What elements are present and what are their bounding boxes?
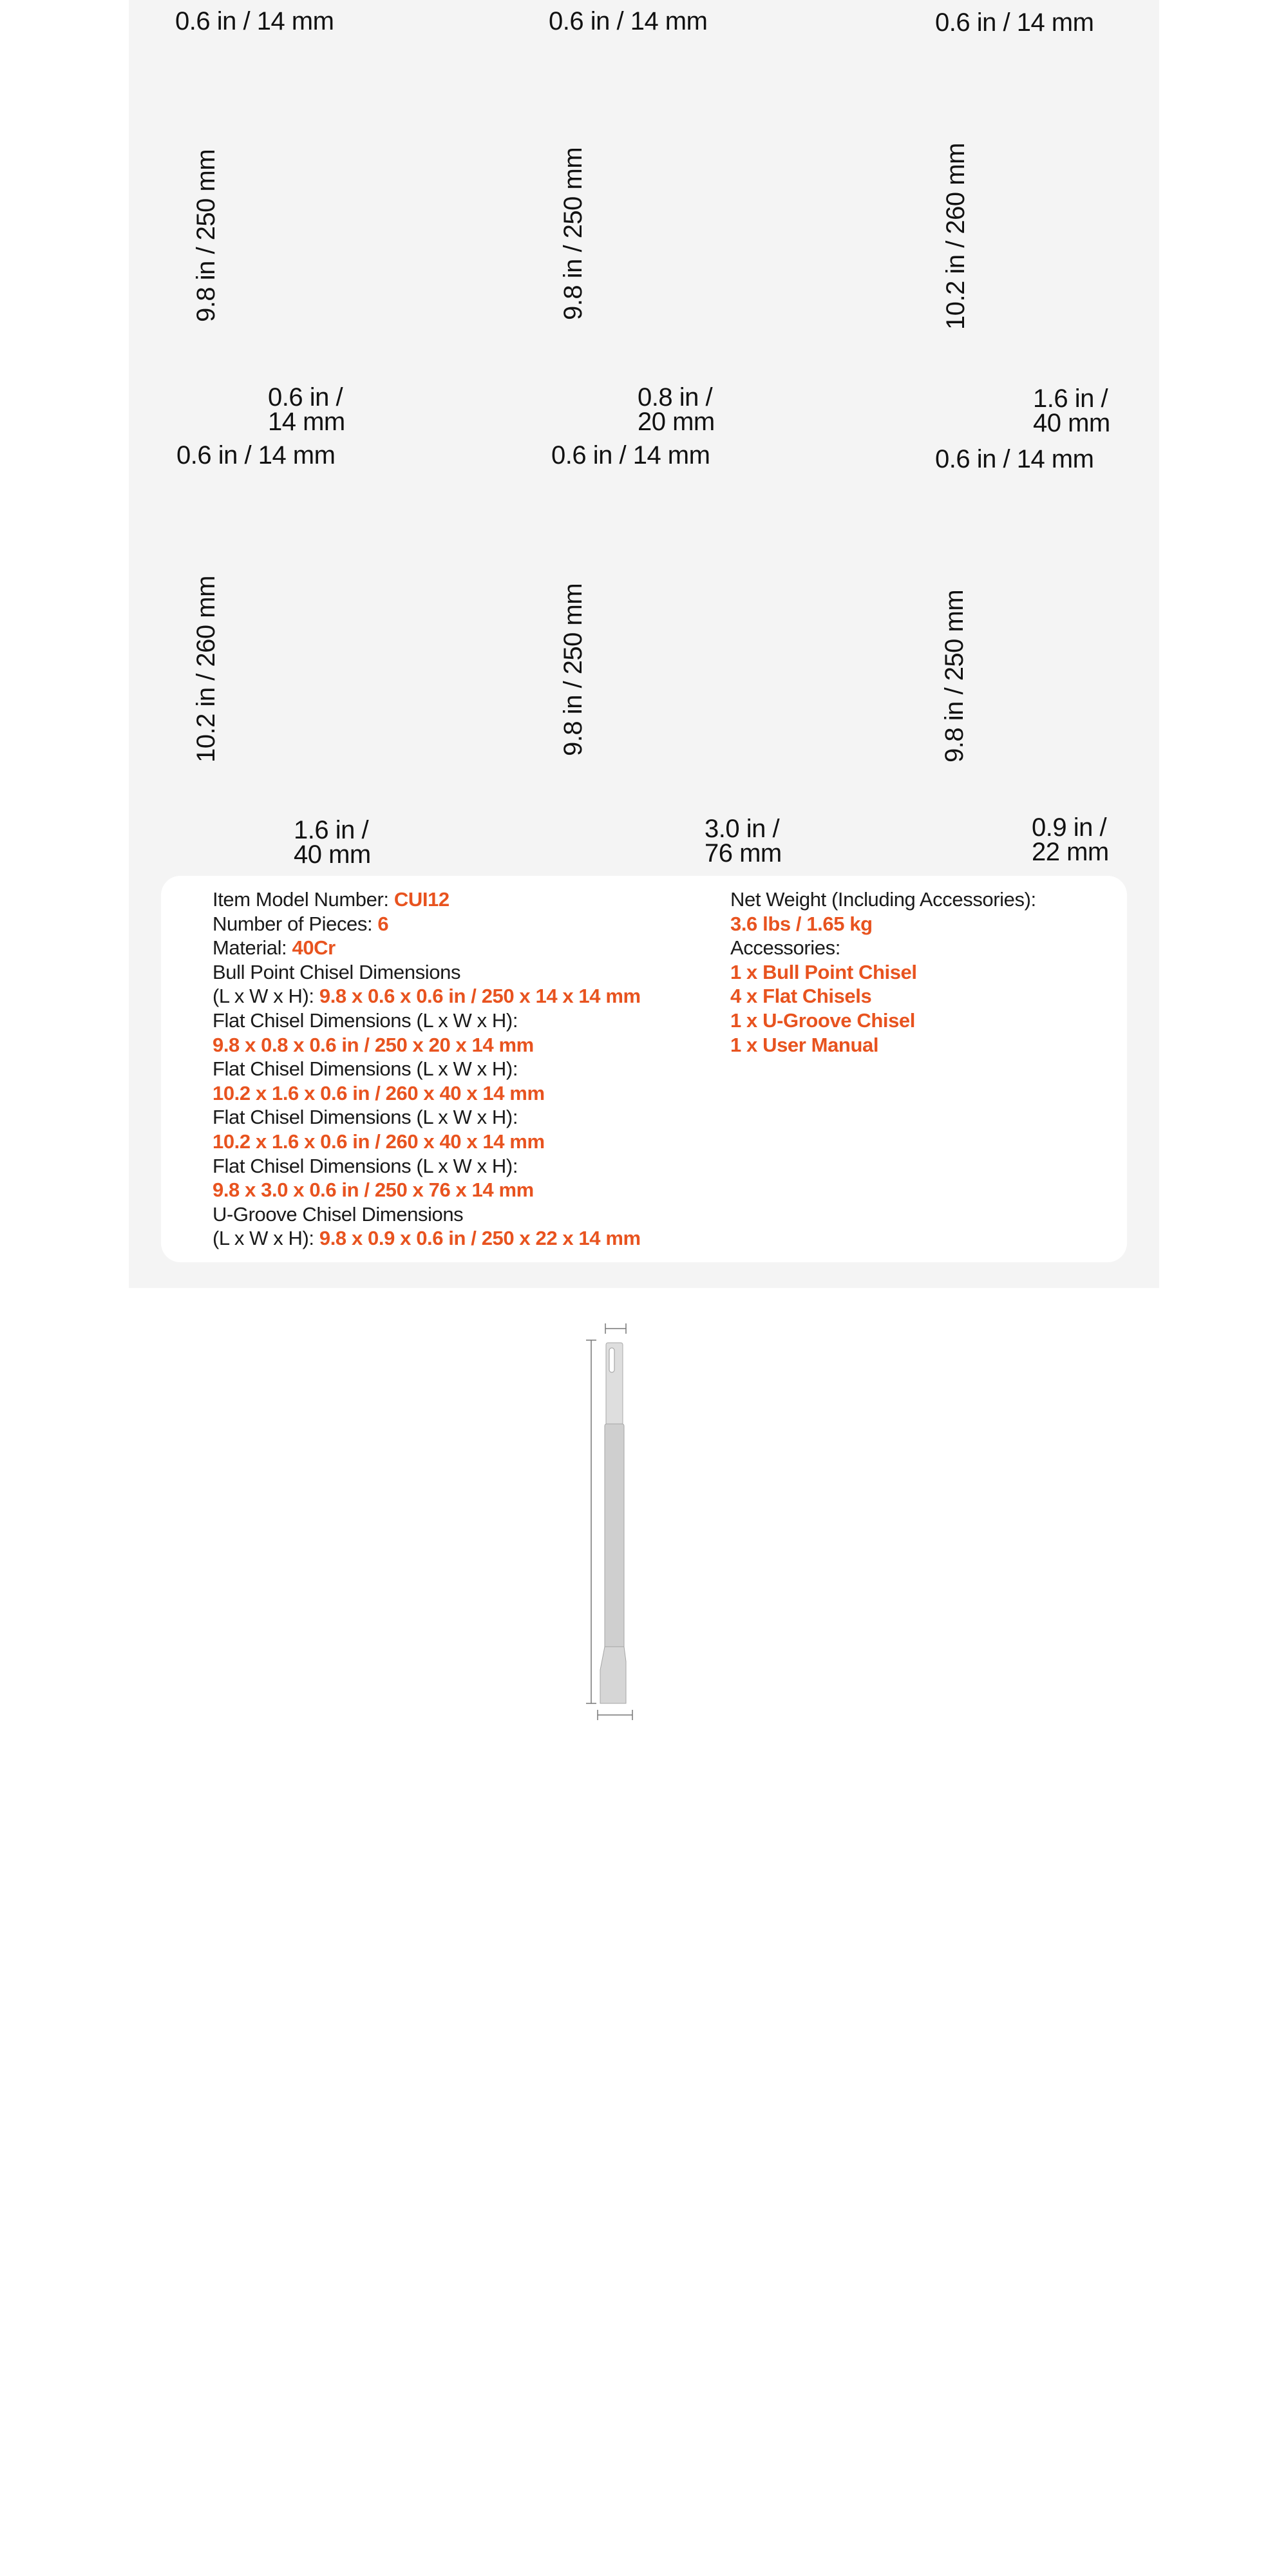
shank-width-label: 0.6 in / 14 mm xyxy=(551,441,710,469)
flat-chisel-4-dimensions-label: Flat Chisel Dimensions (L x W x H): xyxy=(213,1154,518,1177)
tip-width-line2: 14 mm xyxy=(268,408,345,436)
flat-chisel-2-dimensions-value: 10.2 x 1.6 x 0.6 in / 260 x 40 x 14 mm xyxy=(213,1081,545,1104)
tip-width-line2: 40 mm xyxy=(294,840,371,869)
pieces-value: 6 xyxy=(377,912,389,935)
pieces-row xyxy=(213,912,641,936)
net-weight-value: 3.6 lbs / 1.65 kg xyxy=(730,912,873,935)
shank-width-label: 0.6 in / 14 mm xyxy=(175,7,334,35)
length-label: 9.8 in / 250 mm xyxy=(559,147,587,320)
tip-width-line2: 76 mm xyxy=(705,839,782,867)
tip-width-line1: 1.6 in / xyxy=(294,816,369,844)
shank-width-label: 0.6 in / 14 mm xyxy=(935,8,1094,37)
length-label: 9.8 in / 250 mm xyxy=(559,583,587,756)
net-weight-label: Net Weight (Including Accessories): xyxy=(730,888,1036,911)
flat-chisel-2-dimensions-label: Flat Chisel Dimensions (L x W x H): xyxy=(213,1057,518,1081)
tip-width-line2: 40 mm xyxy=(1033,409,1110,437)
shank-width-label: 0.6 in / 14 mm xyxy=(935,445,1094,473)
flat-chisel-3-dimensions-label: Flat Chisel Dimensions (L x W x H): xyxy=(213,1106,518,1129)
bull-point-dimensions-row xyxy=(213,984,641,1009)
tip-width-line1: 0.6 in / xyxy=(268,383,343,412)
bull-point-dimensions-value: 9.8 x 0.6 x 0.6 in / 250 x 14 x 14 mm xyxy=(319,985,641,1008)
model-number-row xyxy=(213,887,641,912)
tip-width-line1: 3.0 in / xyxy=(705,815,780,843)
flat-chisel-4-dimensions-value: 9.8 x 3.0 x 0.6 in / 250 x 76 x 14 mm xyxy=(213,1179,534,1202)
model-number-label: Item Model Number: xyxy=(213,888,394,911)
u-groove-dimensions-value: 9.8 x 0.9 x 0.6 in / 250 x 22 x 14 mm xyxy=(319,1227,641,1250)
length-label: 10.2 in / 260 mm xyxy=(942,143,970,330)
flat-chisel-20-illustration xyxy=(0,1291,1288,2576)
bull-point-dimensions-label: Bull Point Chisel Dimensions xyxy=(213,960,461,983)
accessory-item: 1 x U-Groove Chisel xyxy=(730,1009,915,1032)
accessory-item: 4 x Flat Chisels xyxy=(730,985,872,1008)
material-value: 40Cr xyxy=(292,936,336,960)
lwh-label: (L x W x H): xyxy=(213,985,319,1008)
material-label: Material: xyxy=(213,936,292,960)
tip-width-line1: 1.6 in / xyxy=(1033,384,1108,413)
accessory-item: 1 x User Manual xyxy=(730,1033,879,1056)
accessory-item: 1 x Bull Point Chisel xyxy=(730,960,917,983)
model-number-value: CUI12 xyxy=(393,888,450,911)
shank-width-label: 0.6 in / 14 mm xyxy=(176,441,336,469)
tip-width-line2: 22 mm xyxy=(1032,838,1109,866)
tip-width-line2: 20 mm xyxy=(638,408,715,436)
length-label: 10.2 in / 260 mm xyxy=(192,576,220,762)
flat-chisel-3-dimensions-value: 10.2 x 1.6 x 0.6 in / 260 x 40 x 14 mm xyxy=(213,1130,545,1153)
pieces-label: Number of Pieces: xyxy=(213,912,378,935)
u-groove-dimensions-row xyxy=(213,1226,641,1251)
flat-chisel-1-dimensions-value: 9.8 x 0.8 x 0.6 in / 250 x 20 x 14 mm xyxy=(213,1033,534,1056)
tip-width-line1: 0.9 in / xyxy=(1032,813,1107,842)
tip-width-line1: 0.8 in / xyxy=(638,383,713,412)
specifications-right-column xyxy=(730,887,1036,1057)
specifications-left-column xyxy=(213,887,641,1251)
shank-width-label: 0.6 in / 14 mm xyxy=(549,7,708,35)
length-label: 9.8 in / 250 mm xyxy=(192,149,220,322)
accessories-label: Accessories: xyxy=(730,936,840,960)
lwh-label: (L x W x H): xyxy=(213,1227,319,1250)
material-row xyxy=(213,936,641,960)
u-groove-dimensions-label: U-Groove Chisel Dimensions xyxy=(213,1202,464,1226)
length-label: 9.8 in / 250 mm xyxy=(940,589,969,762)
flat-chisel-1-dimensions-label: Flat Chisel Dimensions (L x W x H): xyxy=(213,1009,518,1032)
